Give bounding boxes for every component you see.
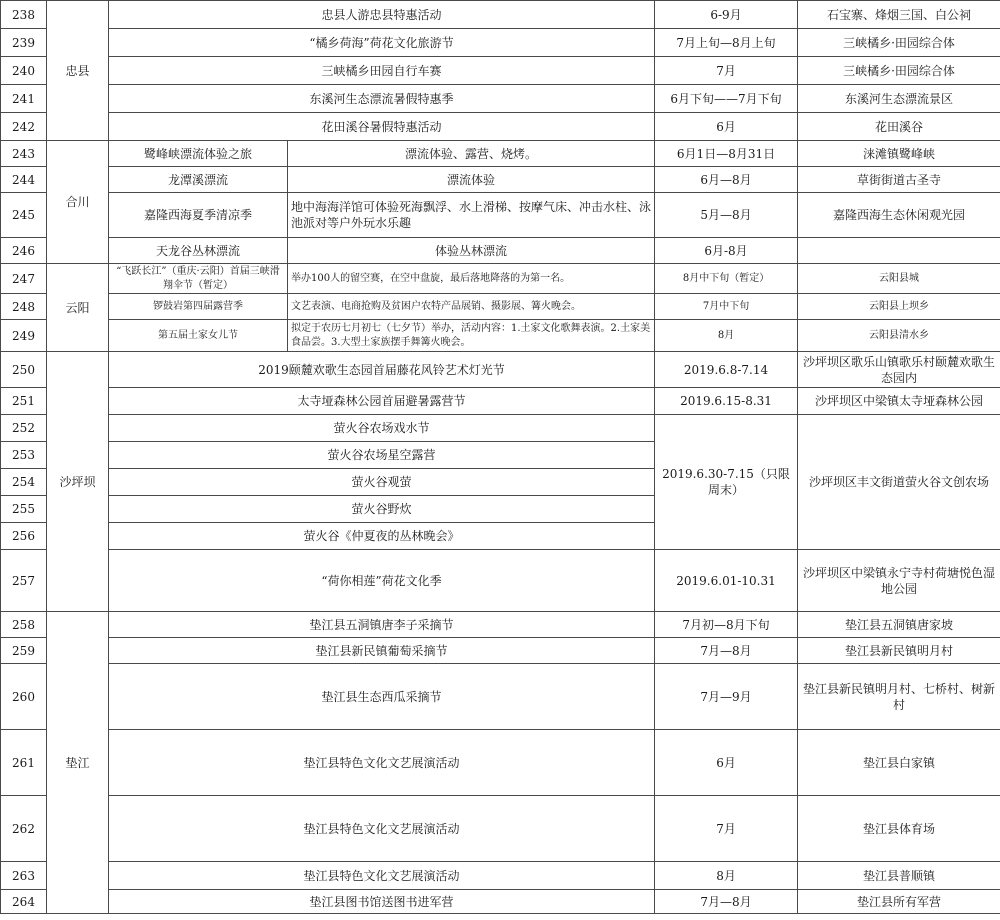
event-name: 垫江县图书馆送图书进军营	[109, 890, 655, 914]
table-row	[1, 264, 1000, 294]
row-number: 260	[1, 664, 47, 730]
event-name: 垫江县特色文化文艺展演活动	[109, 796, 655, 862]
event-place: 草街街道古圣寺	[798, 167, 1000, 193]
row-number: 252	[1, 415, 47, 442]
row-number: 258	[1, 612, 47, 638]
row-number: 259	[1, 638, 47, 664]
event-time: 2019.6.01-10.31	[655, 550, 798, 612]
event-name: 鹭峰峡漂流体验之旅	[109, 141, 288, 167]
row-number: 264	[1, 890, 47, 914]
event-time: 2019.6.8-7.14	[655, 352, 798, 388]
event-name: 2019颐麓欢歌生态园首届藤花风铃艺术灯光节	[109, 352, 655, 388]
row-number: 251	[1, 388, 47, 415]
event-place: 云阳县清水乡	[798, 320, 1000, 352]
row-number: 247	[1, 264, 47, 294]
row-number: 241	[1, 85, 47, 113]
event-place: 花田溪谷	[798, 113, 1000, 141]
table-row	[1, 550, 1000, 612]
row-number: 254	[1, 469, 47, 496]
event-name: 锣鼓岩第四届露营季	[109, 294, 288, 320]
table-row	[1, 1, 1000, 29]
event-time: 7月—9月	[655, 664, 798, 730]
event-time: 7月	[655, 796, 798, 862]
table-row	[1, 664, 1000, 730]
event-name: 花田溪谷暑假特惠活动	[109, 113, 655, 141]
event-content: 拟定于农历七月初七（七夕节）举办，活动内容：1.土家文化歌舞表演。2.土家美食品尝。3.大型土家族摆手舞篝火晚会。	[288, 320, 655, 352]
district-cell: 云阳	[47, 264, 109, 352]
event-time: 6月下旬——7月下旬	[655, 85, 798, 113]
event-name: “荷你相莲”荷花文化季	[109, 550, 655, 612]
event-name: 垫江县五洞镇唐李子采摘节	[109, 612, 655, 638]
event-time: 8月中下旬（暂定）	[655, 264, 798, 294]
row-number: 238	[1, 1, 47, 29]
event-place: 沙坪坝区丰文街道萤火谷文创农场	[798, 415, 1000, 550]
event-place: 石宝寨、烽烟三国、白公祠	[798, 1, 1000, 29]
row-number: 256	[1, 523, 47, 550]
event-time: 7月—8月	[655, 638, 798, 664]
table-row	[1, 612, 1000, 638]
event-name: 垫江县特色文化文艺展演活动	[109, 730, 655, 796]
table-row	[1, 193, 1000, 238]
event-place: 沙坪坝区中梁镇太寺垭森林公园	[798, 388, 1000, 415]
event-place: 三峡橘乡·田园综合体	[798, 29, 1000, 57]
row-number: 246	[1, 238, 47, 264]
table-row	[1, 294, 1000, 320]
table-row	[1, 113, 1000, 141]
event-name: 萤火谷观萤	[109, 469, 655, 496]
event-name: 垫江县新民镇葡萄采摘节	[109, 638, 655, 664]
row-number: 244	[1, 167, 47, 193]
row-number: 242	[1, 113, 47, 141]
event-time: 2019.6.15-8.31	[655, 388, 798, 415]
table-row	[1, 796, 1000, 862]
event-time: 6月-8月	[655, 238, 798, 264]
table-row	[1, 388, 1000, 415]
event-name: 垫江县生态西瓜采摘节	[109, 664, 655, 730]
table-row	[1, 141, 1000, 167]
row-number: 253	[1, 442, 47, 469]
table-row	[1, 415, 1000, 442]
event-place: 云阳县上坝乡	[798, 294, 1000, 320]
row-number: 240	[1, 57, 47, 85]
event-time: 6-9月	[655, 1, 798, 29]
event-time: 6月	[655, 113, 798, 141]
event-name: 萤火谷农场星空露营	[109, 442, 655, 469]
event-place: 嘉隆西海生态休闲观光园	[798, 193, 1000, 238]
event-name: 萤火谷野炊	[109, 496, 655, 523]
event-time: 6月—8月	[655, 167, 798, 193]
row-number: 255	[1, 496, 47, 523]
event-time: 2019.6.30-7.15（只限周末）	[655, 415, 798, 550]
event-content: 漂流体验、露营、烧烤。	[288, 141, 655, 167]
row-number: 261	[1, 730, 47, 796]
event-time: 7月初—8月下旬	[655, 612, 798, 638]
event-place: 沙坪坝区中梁镇永宁寺村荷塘悦色湿地公园	[798, 550, 1000, 612]
event-content: 体验丛林漂流	[288, 238, 655, 264]
event-time: 7月中下旬	[655, 294, 798, 320]
event-place: 三峡橘乡·田园综合体	[798, 57, 1000, 85]
event-name: 嘉隆西海夏季清凉季	[109, 193, 288, 238]
event-place: 东溪河生态漂流景区	[798, 85, 1000, 113]
row-number: 257	[1, 550, 47, 612]
event-content: 文艺表演、电商抢购及贫困户农特产品展销、摄影展、篝火晚会。	[288, 294, 655, 320]
event-name: “飞跃长江”（重庆·云阳）首届三峡滑翔伞节（暂定）	[109, 264, 288, 294]
table-row	[1, 862, 1000, 890]
event-time: 8月	[655, 862, 798, 890]
event-content: 漂流体验	[288, 167, 655, 193]
table-row	[1, 57, 1000, 85]
event-time: 7月—8月	[655, 890, 798, 914]
event-place: 垫江县体育场	[798, 796, 1000, 862]
table-row	[1, 890, 1000, 914]
event-content: 举办100人的留空赛，在空中盘旋，最后落地降落的为第一名。	[288, 264, 655, 294]
event-place: 云阳县城	[798, 264, 1000, 294]
event-place	[798, 238, 1000, 264]
event-name: 萤火谷《仲夏夜的丛林晚会》	[109, 523, 655, 550]
event-time: 5月—8月	[655, 193, 798, 238]
table-row	[1, 352, 1000, 388]
event-place: 垫江县五洞镇唐家坡	[798, 612, 1000, 638]
event-time: 7月	[655, 57, 798, 85]
district-cell: 合川	[47, 141, 109, 264]
event-place: 涞滩镇鹭峰峡	[798, 141, 1000, 167]
event-name: “橘乡荷海”荷花文化旅游节	[109, 29, 655, 57]
row-number: 249	[1, 320, 47, 352]
event-name: 垫江县特色文化文艺展演活动	[109, 862, 655, 890]
event-name: 萤火谷农场戏水节	[109, 415, 655, 442]
row-number: 239	[1, 29, 47, 57]
event-content: 地中海海洋馆可体验死海飘浮、水上滑梯、按摩气床、冲击水柱、泳池派对等户外玩水乐趣	[288, 193, 655, 238]
event-name: 忠县人游忠县特惠活动	[109, 1, 655, 29]
row-number: 243	[1, 141, 47, 167]
event-time: 6月1日—8月31日	[655, 141, 798, 167]
district-cell: 垫江	[47, 612, 109, 914]
table-row	[1, 238, 1000, 264]
table-row	[1, 320, 1000, 352]
event-name: 太寺垭森林公园首届避暑露营节	[109, 388, 655, 415]
event-time: 6月	[655, 730, 798, 796]
event-place: 垫江县新民镇明月村	[798, 638, 1000, 664]
event-place: 垫江县普顺镇	[798, 862, 1000, 890]
row-number: 250	[1, 352, 47, 388]
event-name: 东溪河生态漂流暑假特惠季	[109, 85, 655, 113]
table-row	[1, 730, 1000, 796]
row-number: 248	[1, 294, 47, 320]
event-name: 三峡橘乡田园自行车赛	[109, 57, 655, 85]
event-place: 垫江县白家镇	[798, 730, 1000, 796]
event-place: 垫江县所有军营	[798, 890, 1000, 914]
table-row	[1, 167, 1000, 193]
event-name: 第五届土家女儿节	[109, 320, 288, 352]
district-cell: 沙坪坝	[47, 352, 109, 612]
event-place: 沙坪坝区歌乐山镇歌乐村颐麓欢歌生态园内	[798, 352, 1000, 388]
event-name: 龙潭溪漂流	[109, 167, 288, 193]
event-place: 垫江县新民镇明月村、七桥村、树新村	[798, 664, 1000, 730]
table-row	[1, 638, 1000, 664]
event-time: 8月	[655, 320, 798, 352]
row-number: 263	[1, 862, 47, 890]
table-row	[1, 85, 1000, 113]
district-cell: 忠县	[47, 1, 109, 141]
table-row	[1, 29, 1000, 57]
event-time: 7月上旬—8月上旬	[655, 29, 798, 57]
event-name: 天龙谷丛林漂流	[109, 238, 288, 264]
row-number: 245	[1, 193, 47, 238]
row-number: 262	[1, 796, 47, 862]
